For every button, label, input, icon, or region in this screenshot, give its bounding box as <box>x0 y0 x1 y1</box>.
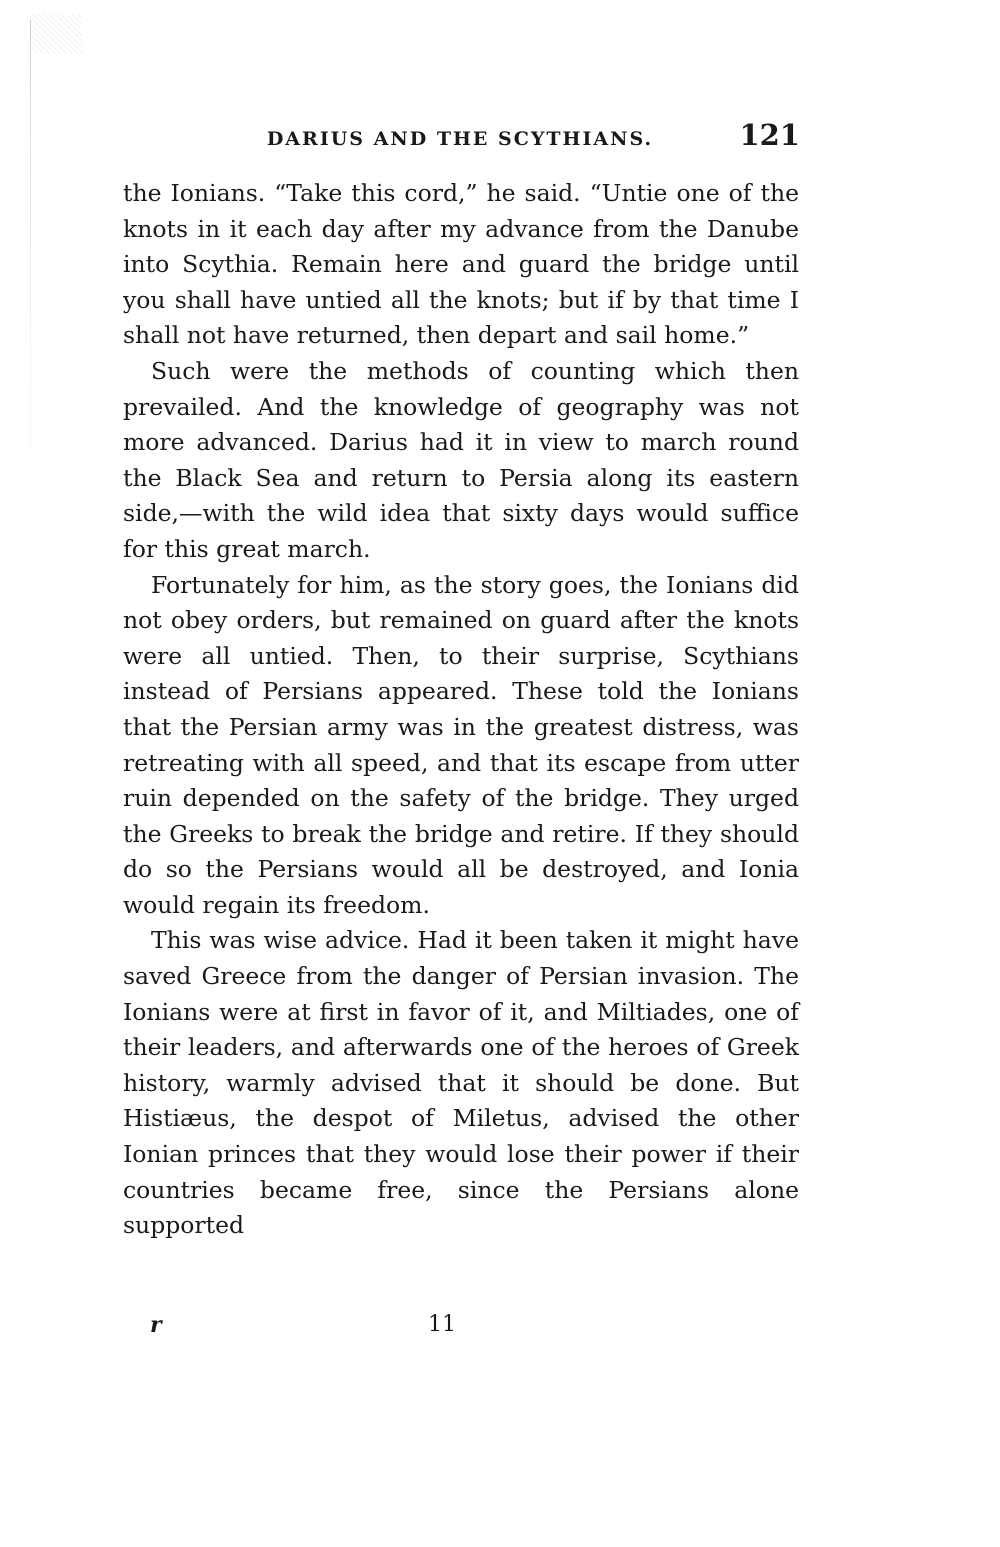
paragraph: Such were the methods of counting which then prevailed. And the knowledge of geography was not more advanced. Darius had it in view to march round the Black Sea and return to Persia along its eastern side,—with the wild idea that sixty days would suffice for this great march. <box>123 356 799 563</box>
page-number: 121 <box>739 118 800 152</box>
page-header <box>120 118 800 158</box>
page-edge-shadow <box>30 20 31 500</box>
running-head: DARIUS AND THE SCYTHIANS. <box>266 128 654 150</box>
scan-speckle <box>32 14 82 54</box>
body-text <box>123 176 799 1244</box>
paragraph: This was wise advice. Had it been taken it might have saved Greece from the danger of Persian invasion. The Ionians were at first in favor of it, and Miltiades, one of their leaders, and afterwards one of the heroes of Greek history, warmly advised that it should be done. But Histiæus, the despot of Miletus, advised the other Ionian princes that they would lose their power if their countries became free, since the Persians alone supported <box>123 926 799 1240</box>
printer-mark: r <box>150 1312 162 1338</box>
paragraph: the Ionians. “Take this cord,” he said. “Untie one of the knots in it each day after my advance from the Danube into Scythia. Remain here and guard the bridge until you shall have untied all the knots; but if by that time I shall not have returned, then depart and sail home.” <box>123 179 799 350</box>
paragraph: Fortunately for him, as the story goes, the Ionians did not obey orders, but remained on guard after the knots were all untied. Then, to their surprise, Scythians instead of Persians appeared. These told the Ionians that the Persian army was in the greatest distress, was retreating with all speed, and that its escape from utter ruin depended on the safety of the bridge. They urged the Greeks to break the bridge and retire. If they should do so the Persians would all be destroyed, and Ionia would regain its freedom. <box>123 570 799 919</box>
page-footer <box>120 1312 800 1342</box>
signature-number: 11 <box>428 1312 456 1337</box>
